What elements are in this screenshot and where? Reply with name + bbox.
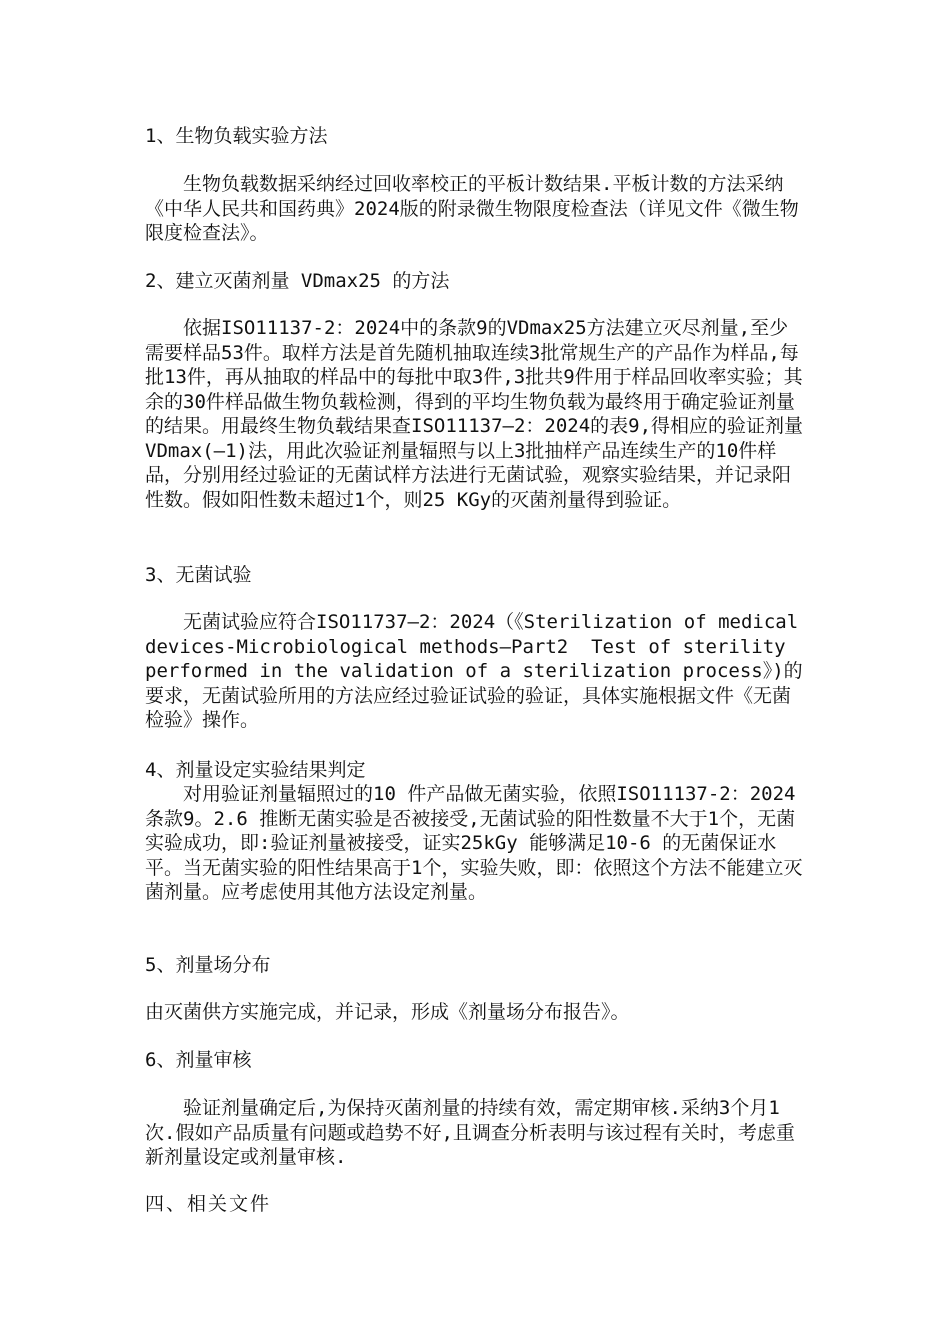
section-6-heading: 6、剂量审核: [145, 1049, 252, 1071]
section-3-heading: 3、无菌试验: [145, 564, 252, 586]
section-5-heading: 5、剂量场分布: [145, 954, 271, 976]
section-3-body: 无菌试验应符合ISO11737—2：2024（《Sterilization of medical devices-Microbiological methods—Part2 Test of sterility performed in the validation of a sterilization process》)的要求，无菌试验所用的方法应经过验证试验的验证，具体实施根据文件《无菌检验》操作。: [145, 611, 810, 731]
section-6-body: 验证剂量确定后,为保持灭菌剂量的持续有效，需定期审核.采纳3个月1次.假如产品质量有问题或趋势不好,且调查分析表明与该过程有关时，考虑重新剂量设定或剂量审核.: [145, 1097, 795, 1168]
section-1-heading: 1、生物负载实验方法: [145, 125, 328, 147]
section-5-body: 由灭菌供方实施完成，并记录，形成《剂量场分布报告》。: [145, 1001, 630, 1023]
section-1-body: 生物负载数据采纳经过回收率校正的平板计数结果.平板计数的方法采纳《中华人民共和国药典》2024版的附录微生物限度检查法（详见文件《微生物限度检查法》。: [145, 173, 799, 244]
section-4-heading: 4、剂量设定实验结果判定: [145, 759, 366, 781]
section-2-body: 依据ISO11137-2：2024中的条款9的VDmax25方法建立灭尽剂量,至少需要样品53件。取样方法是首先随机抽取连续3批常规生产的产品作为样品,每批13件，再从抽取的样品中的每批中取3件,3批共9件用于样品回收率实验；其余的30件样品做生物负载检测，得到的平均生物负载为最终用于确定验证剂量的结果。用最终生物负载结果查ISO11137—2：2024的表9,得相应的验证剂量VDmax(—1)法，用此次验证剂量辐照与以上3批抽样产品连续生产的10件样品，分别用经过验证的无菌试样方法进行无菌试验，观察实验结果，并记录阳性数。假如阳性数未超过1个，则25 KGy的灭菌剂量得到验证。: [145, 317, 804, 511]
section-4-body: 对用验证剂量辐照过的10 件产品做无菌实验，依照ISO11137-2：2024 条款9。2.6 推断无菌实验是否被接受,无菌试验的阳性数量不大于1个，无菌实验成功，即:验证剂量被接受，证实25kGy 能够满足10-6 的无菌保证水平。当无菌实验的阳性结果高于1个，实验失败，即：依照这个方法不能建立灭菌剂量。应考虑使用其他方法设定剂量。: [145, 783, 807, 903]
section-related-documents-heading: 四、相关文件: [145, 1193, 272, 1215]
section-2-heading: 2、建立灭菌剂量 VDmax25 的方法: [145, 270, 450, 292]
